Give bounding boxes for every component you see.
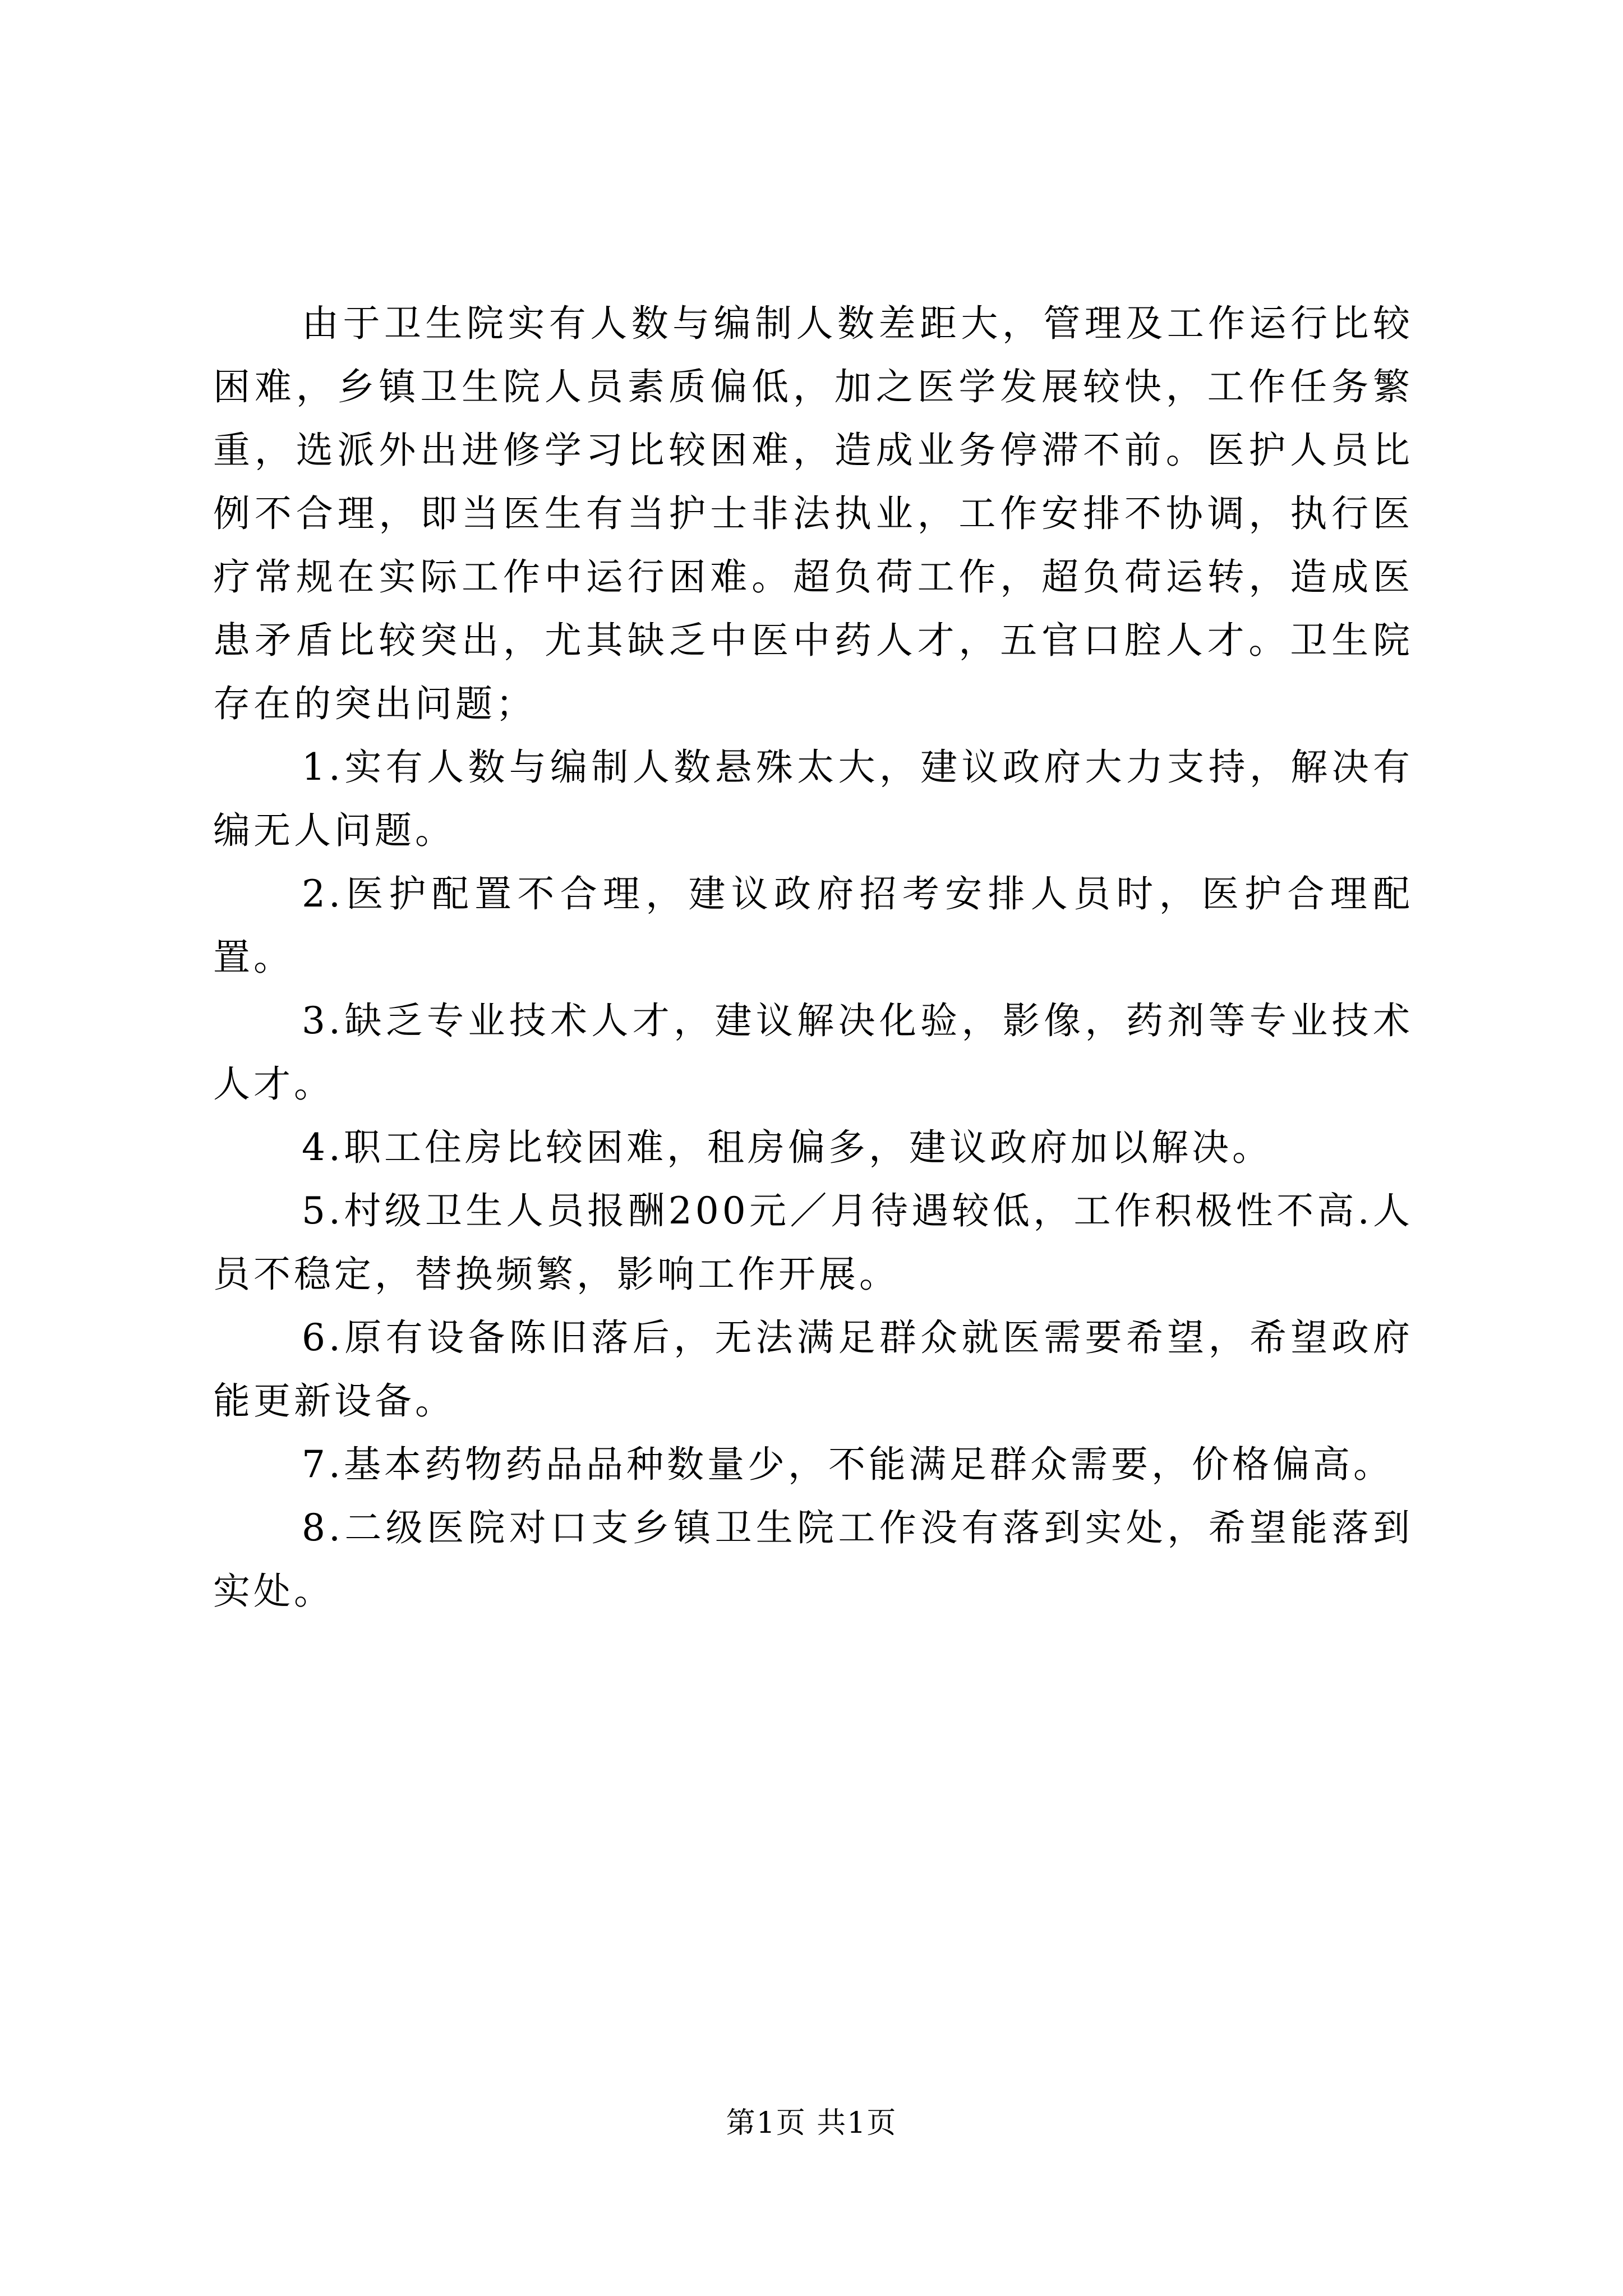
list-item-1: 1.实有人数与编制人数悬殊太大，建议政府大力支持，解决有编无人问题。 — [213, 746, 1413, 852]
list-item-7: 7.基本药物药品品种数量少，不能满足群众需要，价格偏高。 — [302, 1443, 1394, 1486]
list-item-6: 6.原有设备陈旧落后，无法满足群众就医需要希望，希望政府能更新设备。 — [213, 1316, 1413, 1423]
list-item-4: 4.职工住房比较困难，租房偏多，建议政府加以解决。 — [302, 1126, 1272, 1169]
list-item-2: 2.医护配置不合理，建议政府招考安排人员时，医护合理配置。 — [213, 872, 1413, 979]
list-item-3: 3.缺乏专业技术人才，建议解决化验，影像，药剂等专业技术人才。 — [213, 999, 1413, 1106]
document-body — [213, 292, 1413, 1623]
list-item-8: 8.二级医院对口支乡镇卫生院工作没有落到实处，希望能落到实处。 — [213, 1506, 1413, 1613]
intro-paragraph: 由于卫生院实有人数与编制人数差距大，管理及工作运行比较困难，乡镇卫生院人员素质偏低，加之医学发展较快，工作任务繁重，选派外出进修学习比较困难，造成业务停滞不前。医护人员比例不合理，即当医生有当护士非法执业，工作安排不协调，执行医疗常规在实际工作中运行困难。超负荷工作，超负荷运转，造成医患矛盾比较突出，尤其缺乏中医中药人才，五官口腔人才。卫生院存在的突出问题； — [213, 302, 1413, 725]
page-number-footer: 第1页 共1页 — [726, 2106, 897, 2140]
list-item-5: 5.村级卫生人员报酬200元／月待遇较低，工作积极性不高.人员不稳定，替换频繁，影响工作开展。 — [213, 1189, 1413, 1296]
